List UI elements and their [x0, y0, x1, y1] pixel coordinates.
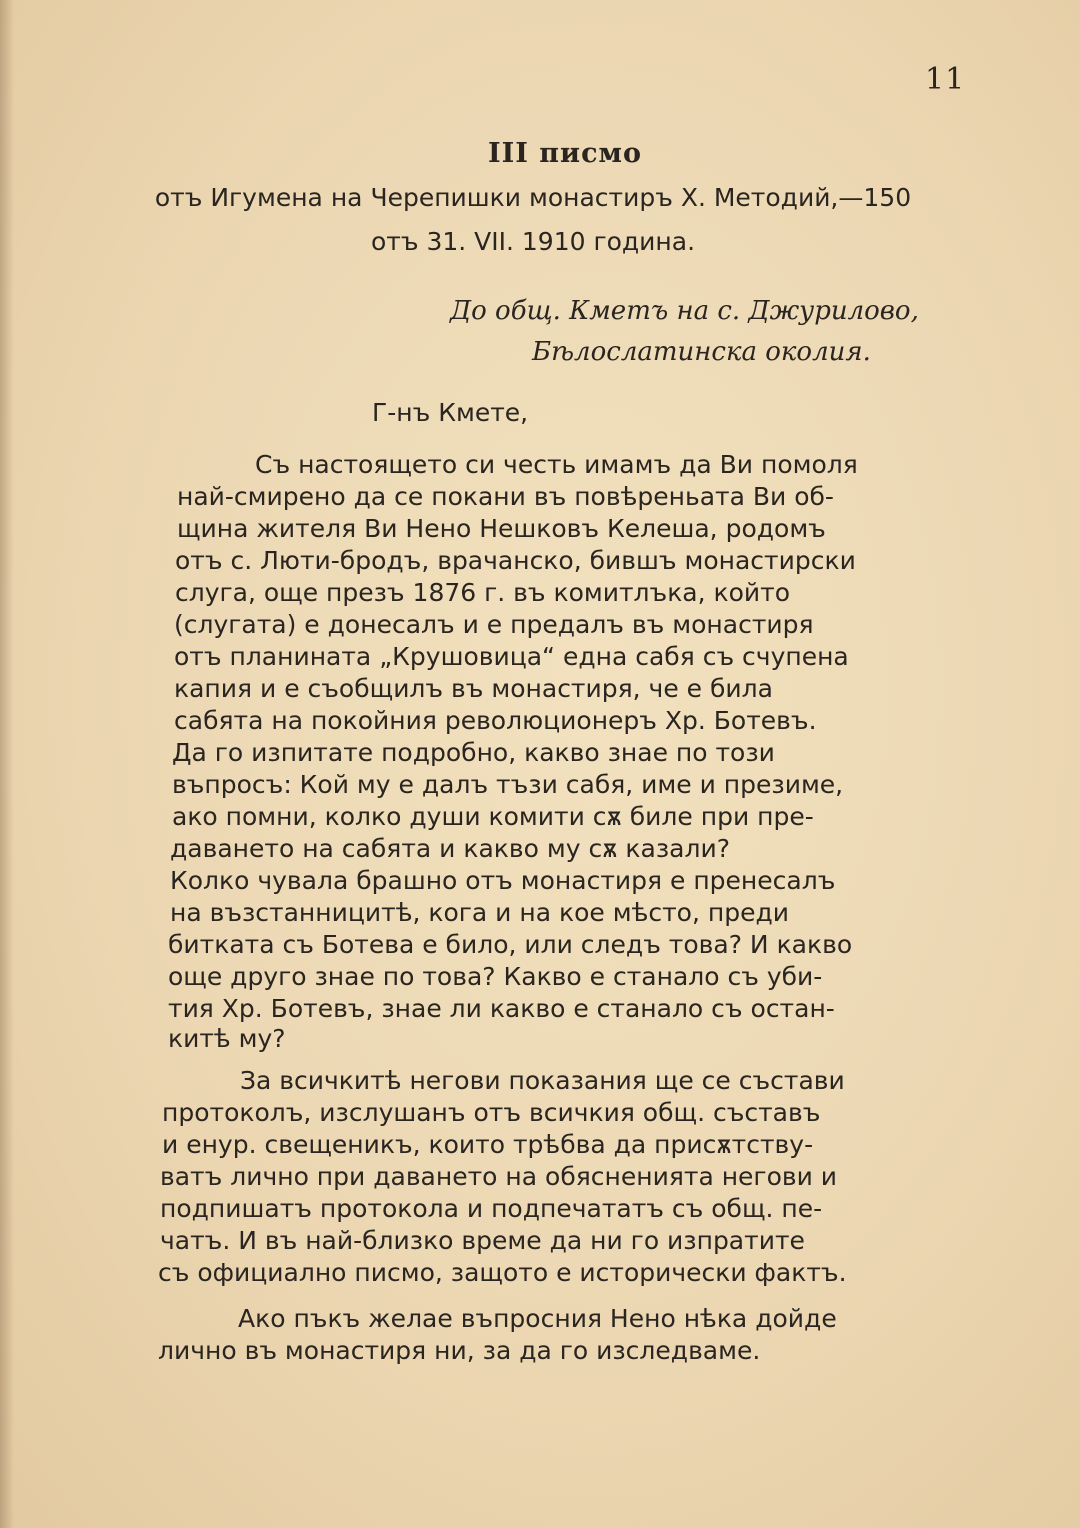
body-line-text: най-смирено да се покани въ повѣреньата Ви об- — [177, 482, 834, 511]
body-line-text: въпросъ: Кой му е далъ тъзи сабя, име и презиме, — [172, 770, 844, 799]
body-line-text: (слугата) е донесалъ и е предалъ въ монастиря — [174, 610, 814, 639]
body-line-text: на възстанницитѣ, кога и на кое мѣсто, преди — [170, 898, 789, 927]
body-line-text: щина жителя Ви Нено Нешковъ Келеша, родомъ — [177, 514, 826, 543]
body-line-text: отъ с. Люти-бродъ, врачанско, бившъ монастирски — [175, 546, 856, 575]
body-line-text: отъ планината „Крушовица“ една сабя съ счупена — [174, 642, 849, 671]
body-line-text: протоколъ, изслушанъ отъ всичкия общ. съставъ — [162, 1098, 821, 1127]
body-line-text: Съ настоящето си честь имамъ да Ви помоля — [255, 450, 858, 479]
body-line-text: ватъ лично при даването на обясненията негови и — [160, 1162, 838, 1191]
letter-subtitle-line: отъ 31. VII. 1910 година. — [370, 227, 696, 256]
body-line-text: сабята на покойния революционеръ Хр. Ботевъ. — [174, 706, 817, 735]
body-line-text: битката съ Ботева е било, или следъ това? И какво — [168, 930, 853, 959]
body-line-text: съ официално писмо, защото е исторически фактъ. — [158, 1258, 847, 1287]
body-line-text: тия Хр. Ботевъ, знае ли какво е станало съ остан- — [168, 994, 835, 1023]
body-line-text: капия и е съобщилъ въ монастиря, че е била — [174, 674, 773, 703]
body-line-text: Колко чувала брашно отъ монастиря е пренесалъ — [170, 866, 836, 895]
body-line-text: китѣ му? — [168, 1024, 286, 1053]
body-line-text: слуга, още презъ 1876 г. въ комитлъка, който — [175, 578, 791, 607]
body-line-text: чатъ. И въ най-близко време да ни го изпратите — [160, 1226, 805, 1255]
body-line-text: още друго знае по това? Какво е станало съ уби- — [168, 962, 823, 991]
salutation: Г-нъ Кмете, — [372, 398, 529, 427]
body-line-text: лично въ монастиря ни, за да го изследваме. — [158, 1336, 761, 1365]
addressee-line: Бѣлослатинска околия. — [532, 337, 871, 367]
letter-subtitle-line: отъ Игумена на Черепишки монастиръ Х. Методий,—150 — [154, 183, 912, 212]
body-line-text: ако помни, колко души комити сѫ биле при пре- — [172, 802, 814, 831]
body-line-text: подпишатъ протокола и подпечататъ съ общ. пе- — [160, 1194, 823, 1223]
body-line-text: Да го изпитате подробно, какво знае по този — [172, 738, 775, 767]
body-line-text: Ако пъкъ желае въпросния Нено нѣка дойде — [238, 1304, 837, 1333]
letter-title: III писмо — [488, 138, 642, 169]
addressee-line: До общ. Кметъ на с. Джурилово, — [450, 296, 919, 326]
body-line-text: даването на сабята и какво му сѫ казали? — [170, 834, 730, 863]
page-number: 11 — [925, 62, 966, 97]
body-line-text: За всичкитѣ негови показания ще се състави — [240, 1066, 845, 1095]
body-line-text: и енур. свещеникъ, които трѣбва да присѫтству- — [162, 1130, 814, 1159]
